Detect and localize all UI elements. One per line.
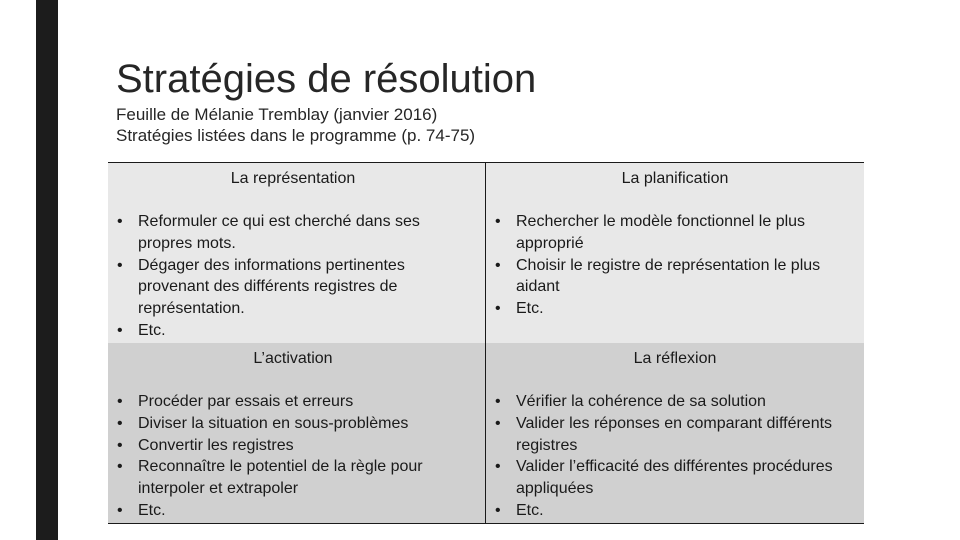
list-item: • Vérifier la cohérence de sa solution	[492, 391, 858, 413]
subtitle-line: Stratégies listées dans le programme (p. 74-75)	[116, 126, 476, 145]
cell-planification	[486, 163, 864, 343]
cell-list	[492, 211, 858, 320]
strategies-table	[108, 162, 864, 524]
list-item: • Diviser la situation en sous-problèmes	[114, 413, 474, 435]
table-row-bottom	[108, 343, 864, 523]
list-item: • Etc.	[114, 500, 474, 522]
list-item: • Valider les réponses en comparant différents registres	[492, 413, 858, 457]
cell-activation	[108, 343, 486, 523]
slide-subtitle	[116, 104, 475, 146]
cell-title: La planification	[621, 170, 729, 187]
cell-title: La réflexion	[633, 350, 717, 367]
list-item: • Etc.	[492, 500, 858, 522]
cell-list	[492, 391, 858, 522]
cell-representation	[108, 163, 486, 343]
list-item: • Convertir les registres	[114, 435, 474, 457]
cell-list	[114, 391, 474, 522]
list-item: • Etc.	[114, 320, 474, 342]
list-item: • Reconnaître le potentiel de la règle pour interpoler et extrapoler	[114, 456, 474, 500]
list-item: • Rechercher le modèle fonctionnel le plus approprié	[492, 211, 858, 255]
cell-title: L’activation	[253, 350, 333, 367]
cell-reflexion	[486, 343, 864, 523]
list-item: • Reformuler ce qui est cherché dans ses propres mots.	[114, 211, 474, 255]
slide-title: Stratégies de résolution	[116, 57, 537, 101]
list-item: • Procéder par essais et erreurs	[114, 391, 474, 413]
list-item: • Dégager des informations pertinentes provenant des différents registres de représentation.	[114, 255, 474, 320]
list-item: • Valider l’efficacité des différentes procédures appliquées	[492, 456, 858, 500]
list-item: • Etc.	[492, 298, 858, 320]
decorative-left-bar	[36, 0, 58, 540]
cell-title: La représentation	[230, 170, 356, 187]
table-row-top	[108, 163, 864, 343]
cell-list	[114, 211, 474, 342]
list-item: • Choisir le registre de représentation le plus aidant	[492, 255, 858, 299]
subtitle-line: Feuille de Mélanie Tremblay (janvier 2016)	[116, 105, 438, 124]
